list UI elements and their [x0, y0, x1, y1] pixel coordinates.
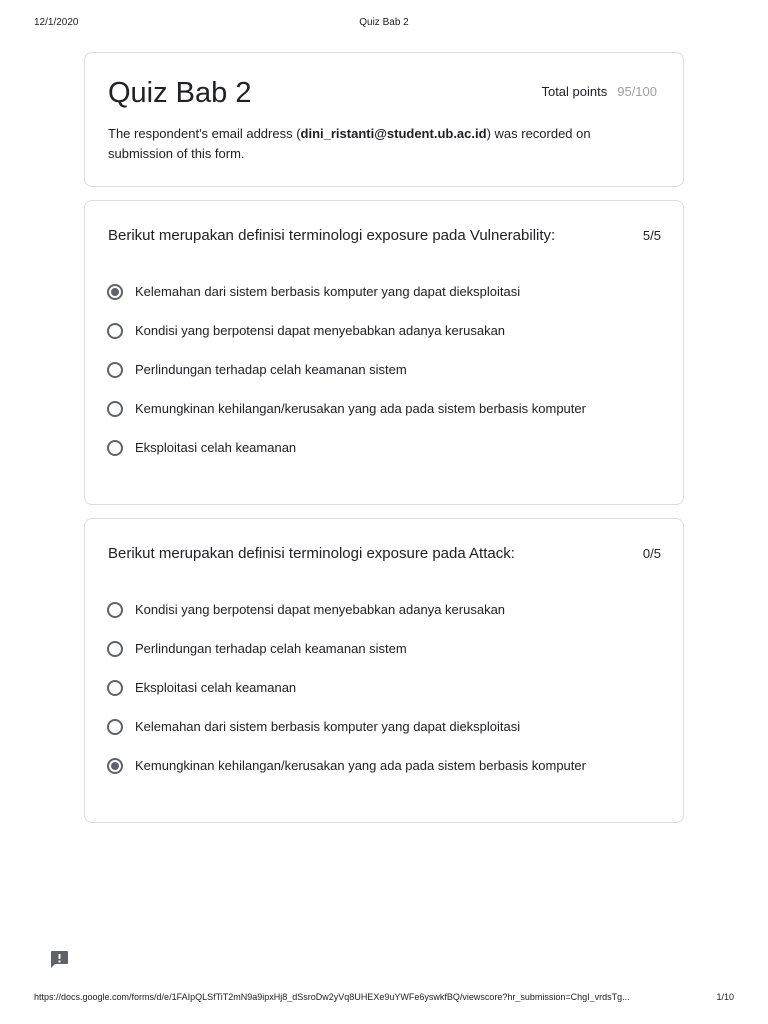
total-points-value: 95/100 [617, 84, 657, 99]
answer-option[interactable] [107, 679, 667, 718]
radio-unchecked-icon[interactable] [107, 401, 123, 417]
answer-option[interactable] [107, 601, 667, 640]
radio-unchecked-icon[interactable] [107, 641, 123, 657]
form-title: Quiz Bab 2 [108, 77, 252, 109]
answer-option-label: Kondisi yang berpotensi dapat menyebabkan adanya kerusakan [135, 323, 506, 338]
question-title: Berikut merupakan definisi terminologi exposure pada Vulnerability: [108, 227, 556, 244]
form-header-card [84, 52, 684, 187]
email-note-prefix: The respondent's email address ( [108, 126, 301, 141]
answer-option-label: Eksploitasi celah keamanan [135, 440, 297, 455]
question-score: 5/5 [642, 228, 661, 243]
radio-checked-icon[interactable] [107, 758, 123, 774]
answer-option-label: Kondisi yang berpotensi dapat menyebabkan adanya kerusakan [135, 602, 506, 617]
answer-option[interactable] [107, 322, 667, 361]
email-note-suffix: ) was recorded on submission of this form. [108, 126, 591, 161]
print-date: 12/1/2020 [34, 17, 79, 28]
question-card-1 [84, 200, 684, 505]
answer-option-label: Eksploitasi celah keamanan [135, 680, 297, 695]
answer-option[interactable] [107, 283, 667, 322]
answer-option-label: Perlindungan terhadap celah keamanan sistem [135, 641, 407, 656]
answer-option[interactable] [107, 439, 667, 478]
report-feedback-icon[interactable] [49, 950, 69, 968]
radio-unchecked-icon[interactable] [107, 440, 123, 456]
respondent-email: dini_ristanti@student.ub.ac.id [300, 126, 487, 141]
answer-option[interactable] [107, 718, 667, 757]
total-points-label: Total points [541, 84, 608, 99]
question-card-2 [84, 518, 684, 823]
radio-unchecked-icon[interactable] [107, 362, 123, 378]
print-header [0, 17, 768, 33]
email-recorded-note [108, 124, 638, 164]
option-list [107, 283, 667, 478]
answer-option[interactable] [107, 640, 667, 679]
option-list [107, 601, 667, 796]
answer-option-label: Kemungkinan kehilangan/kerusakan yang ada pada sistem berbasis komputer [135, 758, 586, 773]
total-points [541, 84, 657, 99]
radio-checked-icon[interactable] [107, 284, 123, 300]
page-url: https://docs.google.com/forms/d/e/1FAIpQLSfTiT2mN9a9ipxHj8_dSsroDw2yVq8UHEXe9uYWFe6yswkfBQ/viewscore?hr_submission=ChgI_vrdsTg... [34, 992, 630, 1002]
answer-option-label: Kelemahan dari sistem berbasis komputer yang dapat dieksploitasi [135, 284, 521, 299]
answer-option[interactable] [107, 361, 667, 400]
radio-unchecked-icon[interactable] [107, 719, 123, 735]
print-footer [0, 992, 768, 1006]
question-title: Berikut merupakan definisi terminologi exposure pada Attack: [108, 545, 515, 562]
radio-unchecked-icon[interactable] [107, 602, 123, 618]
question-score: 0/5 [642, 546, 661, 561]
radio-unchecked-icon[interactable] [107, 680, 123, 696]
answer-option[interactable] [107, 400, 667, 439]
answer-option-label: Kelemahan dari sistem berbasis komputer yang dapat dieksploitasi [135, 719, 521, 734]
answer-option-label: Kemungkinan kehilangan/kerusakan yang ada pada sistem berbasis komputer [135, 401, 586, 416]
radio-unchecked-icon[interactable] [107, 323, 123, 339]
print-doc-title: Quiz Bab 2 [359, 17, 409, 28]
answer-option-label: Perlindungan terhadap celah keamanan sistem [135, 362, 407, 377]
answer-option[interactable] [107, 757, 667, 796]
page-number: 1/10 [716, 992, 734, 1002]
